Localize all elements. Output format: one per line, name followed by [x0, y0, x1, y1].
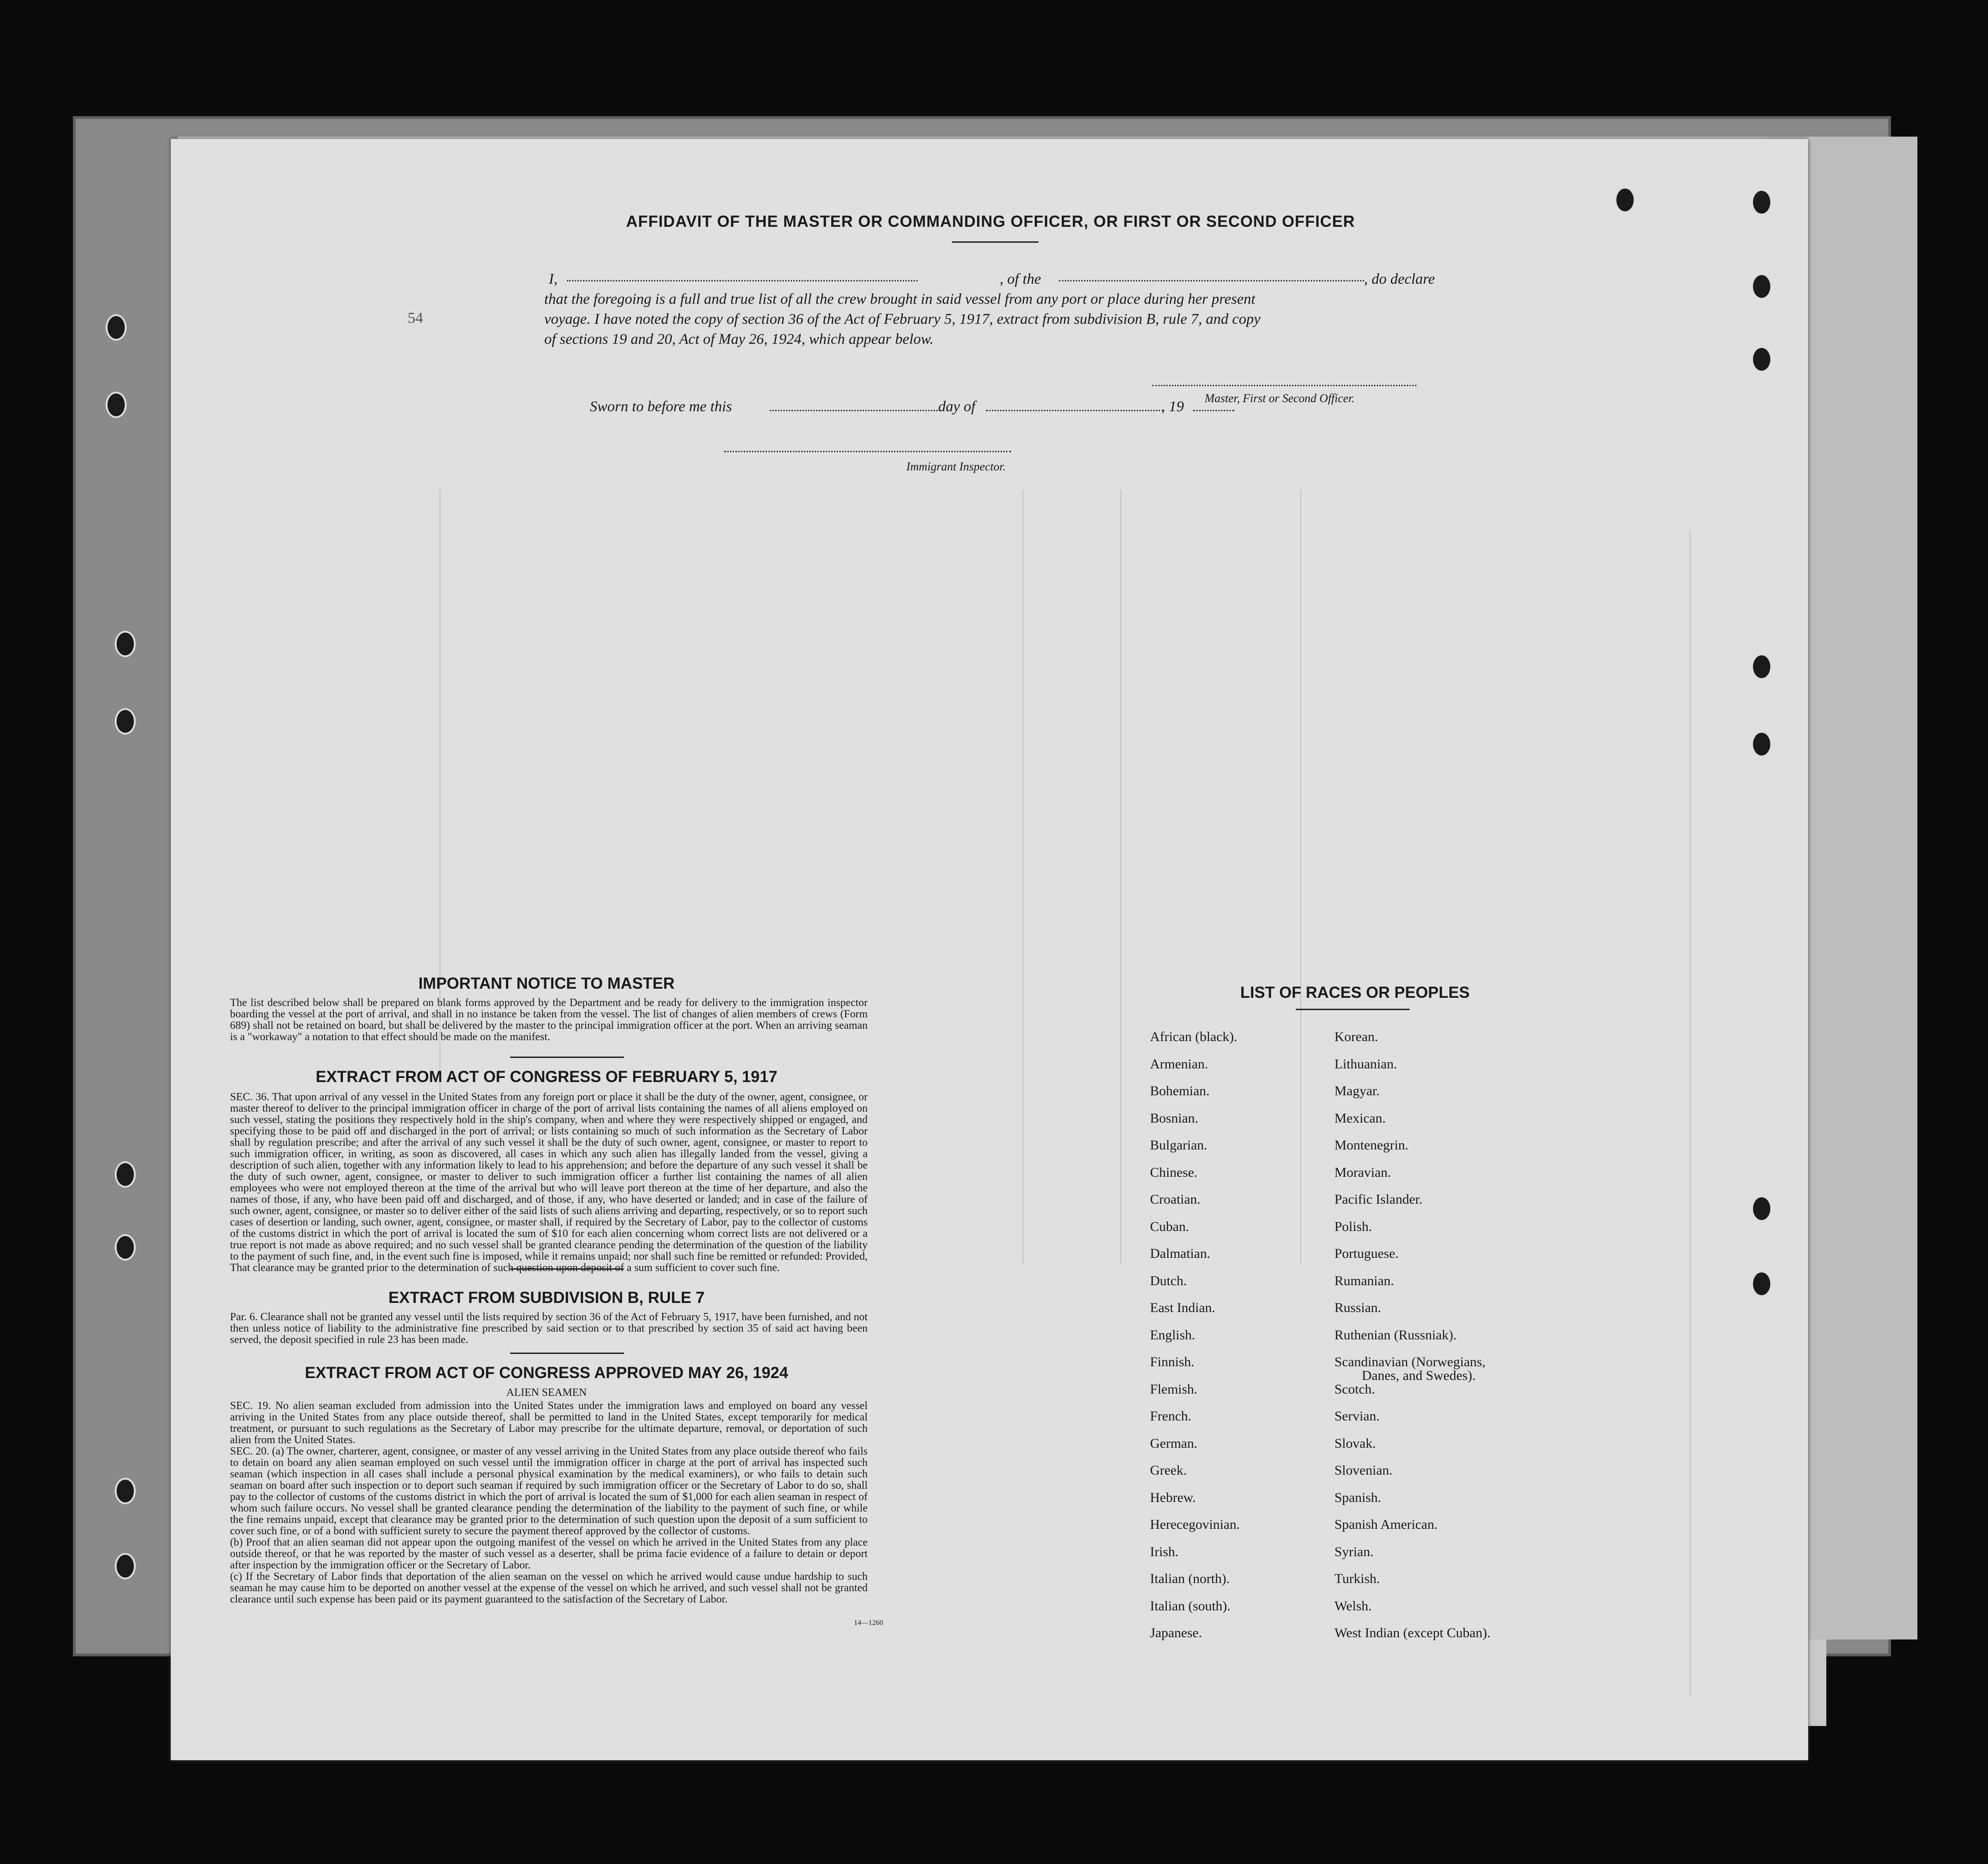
- race-item: Cuban.: [1150, 1219, 1189, 1234]
- race-item: Syrian.: [1334, 1544, 1374, 1559]
- race-item: Polish.: [1334, 1219, 1372, 1234]
- section-divider: [510, 1353, 624, 1354]
- race-item: Herecegovinian.: [1150, 1517, 1240, 1532]
- race-item: Magyar.: [1334, 1083, 1380, 1098]
- sworn-month-field[interactable]: [986, 410, 1164, 411]
- race-item: Mexican.: [1334, 1110, 1386, 1126]
- binder-hole: [1751, 1271, 1772, 1297]
- race-item: Chinese.: [1150, 1164, 1198, 1180]
- sworn-day-field[interactable]: [770, 410, 940, 411]
- extract-rule7-body: Par. 6. Clearance shall not be granted any vessel until the lists required by section 36 of the Act of February 5, 1917, have been furnished, and not then unless notice of liability to the administrative fine prescribed by said section or to that prescribed by section 35 of said act having been served, the deposit specified in rule 23 has been made.: [230, 1311, 868, 1346]
- binder-hole: [1751, 1195, 1772, 1222]
- race-item: African (black).: [1150, 1029, 1237, 1044]
- form-number: 14—1260: [854, 1619, 883, 1627]
- extract-1924-title: EXTRACT FROM ACT OF CONGRESS APPROVED MAY 26, 1924: [305, 1364, 788, 1382]
- affidavit-line-4: of sections 19 and 20, Act of May 26, 1924, which appear below.: [544, 331, 934, 347]
- race-item: Korean.: [1334, 1029, 1378, 1044]
- section-divider: [510, 1057, 624, 1058]
- binder-hole: [115, 1234, 136, 1261]
- manifest-sheet: [171, 139, 1808, 1760]
- race-item: Hebrew.: [1150, 1490, 1196, 1505]
- race-item: Armenian.: [1150, 1056, 1208, 1072]
- race-item: East Indian.: [1150, 1300, 1216, 1315]
- year-label: , 19: [1161, 398, 1184, 415]
- binder-hole: [106, 314, 127, 341]
- vessel-name-field[interactable]: [1059, 280, 1364, 281]
- sworn-label: Sworn to before me this: [590, 398, 732, 415]
- race-item: Finnish.: [1150, 1354, 1195, 1369]
- notice-body: The list described below shall be prepared on blank forms approved by the Department and be ready for delivery to the immigration inspector boarding the vessel at the port of arrival, and shall in no instance be taken from the vessel. The list of changes of alien members of crews (Form 689) shall not be retained on board, but shall be delivered by the master to the principal immigration officer at the port. When an arriving seaman is a "workaway" a notation to that effect should be made on the manifest.: [230, 997, 868, 1043]
- race-item: Slovak.: [1334, 1435, 1376, 1451]
- faint-column-line: [1300, 490, 1301, 1264]
- declarant-name-field[interactable]: [567, 280, 918, 281]
- race-item: Lithuanian.: [1334, 1056, 1397, 1072]
- sec-20c: (c) If the Secretary of Labor finds that deportation of the alien seaman on the vessel on which he arrived would cause undue hardship to such seaman he may cause him to be deported on another vessel at the expense of the vessel on which he arrived, and such vessel shall not be granted clearance until such expense has been paid or its payment guaranteed to the satisfaction of the Secretary of Labor.: [230, 1571, 868, 1605]
- race-item: French.: [1150, 1409, 1191, 1424]
- faint-column-line: [1690, 531, 1691, 1696]
- extract-rule7-title: EXTRACT FROM SUBDIVISION B, RULE 7: [388, 1289, 705, 1307]
- race-item: Montenegrin.: [1334, 1138, 1409, 1153]
- race-item: Spanish American.: [1334, 1517, 1438, 1532]
- race-item: Danes, and Swedes).: [1362, 1368, 1476, 1383]
- binder-hole: [106, 392, 127, 418]
- race-item: Russian.: [1334, 1300, 1381, 1315]
- inspector-signature-field[interactable]: [724, 451, 1011, 452]
- binder-hole: [115, 1478, 136, 1504]
- margin-number: 54: [408, 310, 423, 327]
- race-item: Slovenian.: [1334, 1463, 1393, 1478]
- race-item: Irish.: [1150, 1544, 1179, 1559]
- race-item: Turkish.: [1334, 1571, 1380, 1586]
- race-item: Rumanian.: [1334, 1273, 1394, 1288]
- race-item: Dutch.: [1150, 1273, 1187, 1288]
- race-item: Bohemian.: [1150, 1083, 1210, 1098]
- race-item: Japanese.: [1150, 1625, 1202, 1640]
- affidavit-line-2: that the foregoing is a full and true list of all the crew brought in said vessel from any port or place during her present: [544, 291, 1256, 307]
- binder-hole: [1751, 346, 1772, 373]
- race-item: Servian.: [1334, 1409, 1380, 1424]
- race-item: Italian (south).: [1150, 1598, 1231, 1614]
- race-item: Scotch.: [1334, 1381, 1375, 1397]
- binder-hole: [115, 1553, 136, 1579]
- race-item: Croatian.: [1150, 1192, 1201, 1207]
- faint-column-line: [1022, 490, 1023, 1264]
- race-item: German.: [1150, 1435, 1198, 1451]
- sec-20a: SEC. 20. (a) The owner, charterer, agent, consignee, or master of any vessel arriving in the United States from any place outside thereof who fails to detain on board any alien seaman employed on such vessel until the immigration officer in charge at the port of arrival has inspected such seaman (which inspection in all cases shall include a personal physical examination by the medical examiners), or who fails to detain such seaman on board after such inspection or to deport such seaman if required by such immigration officer or the Secretary of Labor to do so, shall pay to the collector of customs of the customs district in which the port of arrival is located the sum of $1,000 for each alien seaman in respect of whom such failure occurs. No vessel shall be granted clearance pending the determination of the liability to the payment of such fine, or while the fine remains unpaid, except that clearance may be granted prior to the determination of such question upon the deposit of a sum sufficient to cover such fine, or of a bond with sufficient surety to secure the payment thereof approved by the collector of customs.: [230, 1445, 868, 1537]
- races-underline: [1296, 1009, 1410, 1010]
- binder-hole: [115, 708, 136, 735]
- race-item: Moravian.: [1334, 1164, 1391, 1180]
- section-divider: [510, 1268, 624, 1270]
- notice-title: IMPORTANT NOTICE TO MASTER: [418, 975, 675, 992]
- affidavit-line-3: voyage. I have noted the copy of section 36 of the Act of February 5, 1917, extract from subdivision B, rule 7, and copy: [544, 311, 1261, 327]
- binder-hole: [1751, 731, 1772, 757]
- declarant-label: I,: [549, 271, 558, 287]
- binder-hole: [115, 1161, 136, 1188]
- master-signature-label: Master, First or Second Officer.: [1205, 392, 1355, 405]
- do-declare-label: , do declare: [1364, 271, 1435, 287]
- binder-hole: [1751, 273, 1772, 300]
- affidavit-title: AFFIDAVIT OF THE MASTER OR COMMANDING OFFICER, OR FIRST OR SECOND OFFICER: [626, 213, 1355, 230]
- race-item: Spanish.: [1334, 1490, 1381, 1505]
- race-item: Bosnian.: [1150, 1110, 1198, 1126]
- day-of-label: day of: [938, 398, 976, 415]
- race-item: Ruthenian (Russniak).: [1334, 1327, 1457, 1343]
- sworn-year-field[interactable]: [1193, 410, 1234, 411]
- race-item: Welsh.: [1334, 1598, 1372, 1614]
- of-the-label: , of the: [1000, 271, 1041, 287]
- faint-column-line: [1120, 490, 1121, 1264]
- race-item: Dalmatian.: [1150, 1246, 1211, 1261]
- race-item: Scandinavian (Norwegians,: [1334, 1354, 1486, 1369]
- binder-hole: [115, 631, 136, 657]
- extract-1917-body: SEC. 36. That upon arrival of any vessel in the United States from any foreign port or place it shall be the duty of the owner, agent, consignee, or master thereof to deliver to the principal immigration officer in charge of the port of arrival lists containing the names of all aliens employed on such vessel, stating the positions they respectively hold in the ship's company, when and where they were respectively shipped or engaged, and specifying those to be paid off and discharged in the port of arrival; or lists containing so much of such information as the Secretary of Labor shall by regulation prescribe; and after the arrival of any such vessel it shall be the duty of such owner, agent, consignee, or master to report to such immigration officer, in writing, as soon as discovered, all cases in which any such alien has illegally landed from the vessel, giving a description of such alien, together with any information likely to lead to his apprehension; and before the departure of any such vessel it shall be the duty of such owner, agent, consignee, or master to deliver to such immigration officer a further list containing the names of all alien employees who were not employed thereon at the time of the arrival but who will leave port thereon at the time of her departure, and also the names of those, if any, who have been paid off and discharged, and of those, if any, who have deserted or landed; and in case of the failure of such owner, agent, consignee, or master so to deliver either of the said lists of such aliens arriving and departing, respectively, or so to report such cases of desertion or landing, such owner, agent, consignee, or master shall, if required by the Secretary of Labor, pay to the collector of customs of the customs district in which the port of arrival is located the sum of $10 for each alien concerning whom correct lists are not delivered or a true report is not made as above required; and no such vessel shall be granted clearance pending the determination of the question of the liability to the payment of such fine, and, in the event such fine is imposed, while it remains unpaid; nor shall such fine be remitted or refunded: Provided, That clearance may be granted prior to the determination of such question upon deposit of a sum sufficient to cover such fine.: [230, 1091, 868, 1274]
- race-item: Portuguese.: [1334, 1246, 1399, 1261]
- binder-hole: [1751, 189, 1772, 215]
- race-item: Italian (north).: [1150, 1571, 1230, 1586]
- extract-1924-subtitle: ALIEN SEAMEN: [506, 1387, 587, 1399]
- master-signature-field[interactable]: [1152, 385, 1416, 386]
- race-item: Bulgarian.: [1150, 1138, 1207, 1153]
- binder-hole: [1615, 187, 1635, 213]
- sec-20b: (b) Proof that an alien seaman did not appear upon the outgoing manifest of the vessel on which he arrived in the United States from any place outside thereof, or that he was reported by the master of such vessel as a deserter, shall be prima facie evidence of a failure to detain or deport after inspection by the immigration officer or the Secretary of Labor.: [230, 1537, 868, 1571]
- sec-19: SEC. 19. No alien seaman excluded from admission into the United States under the immigration laws and employed on board any vessel arriving in the United States from any place outside thereof, shall be permitted to land in the United States, except temporarily for medical treatment, or pursuant to such regulations as the Secretary of Labor may prescribe for the ultimate departure, removal, or deportation of such alien from the United States.: [230, 1400, 868, 1446]
- binder-hole: [1751, 654, 1772, 680]
- race-item: English.: [1150, 1327, 1196, 1343]
- race-item: Flemish.: [1150, 1381, 1198, 1397]
- race-item: Greek.: [1150, 1463, 1187, 1478]
- races-title: LIST OF RACES OR PEOPLES: [1240, 984, 1470, 1001]
- affidavit-statement: [544, 289, 1619, 349]
- race-item: Pacific Islander.: [1334, 1192, 1423, 1207]
- race-item: West Indian (except Cuban).: [1334, 1625, 1491, 1640]
- extract-1924-body: [230, 1400, 868, 1605]
- title-underline: [952, 241, 1038, 243]
- inspector-label: Immigrant Inspector.: [906, 460, 1006, 473]
- extract-1917-title: EXTRACT FROM ACT OF CONGRESS OF FEBRUARY 5, 1917: [316, 1068, 777, 1086]
